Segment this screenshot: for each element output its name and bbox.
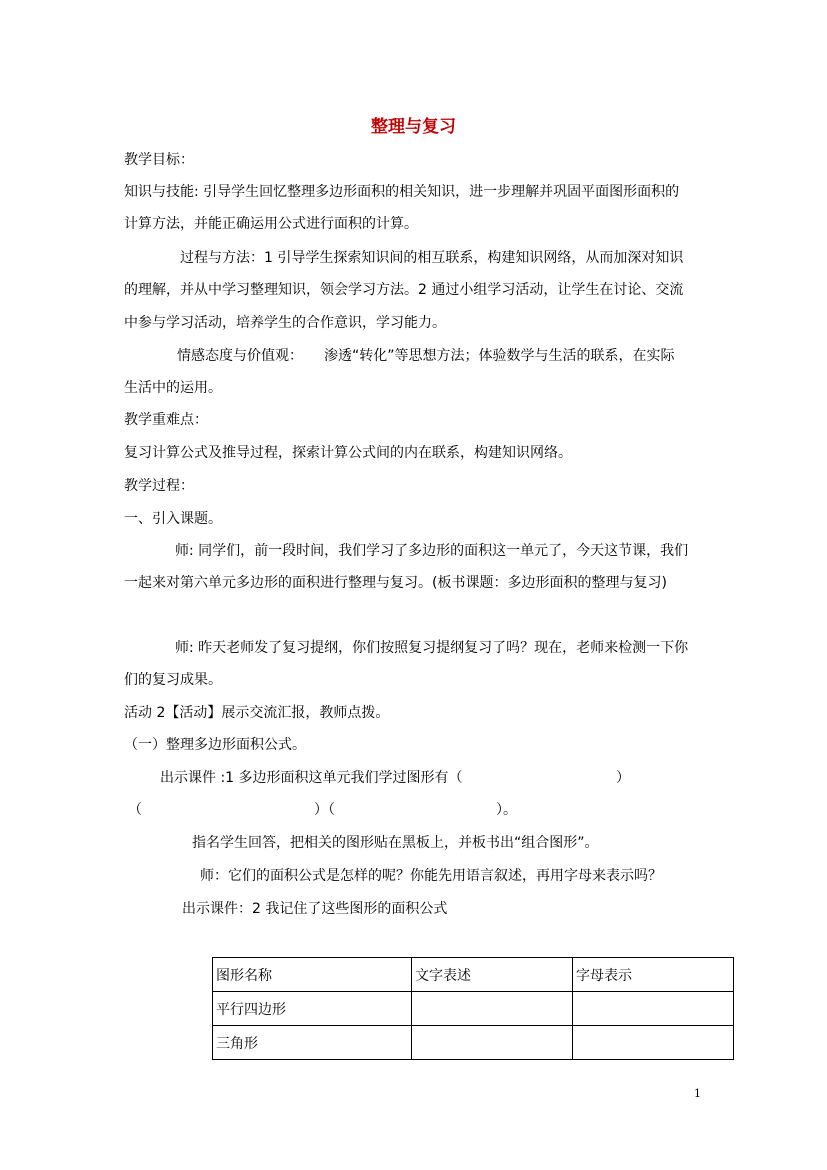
knowledge-line-1: 知识与技能: 引导学生回忆整理多边形面积的相关知识，进一步理解并巩固平面图形面积的 [124,184,680,200]
teacher-line-2: 一起来对第六单元多边形的面积进行整理与复习。(板书课题：多边形面积的整理与复习) [124,575,667,591]
table-row [213,992,734,1026]
table-cell: 平行四边形 [213,992,412,1026]
table-header-row [213,958,734,992]
process-heading: 教学过程： [124,478,194,494]
knowledge-line-2: 计算方法，并能正确运用公式进行面积的计算。 [124,216,418,232]
table-header-cell: 文字表述 [412,958,573,992]
emotion-line-1: 情感态度与价值观： 渗透“转化”等思想方法；体验数学与生活的联系，在实际 [177,348,675,364]
teacher-line-1: 师: 同学们，前一段时间，我们学习了多边形的面积这一单元了，今天这节课，我们 [175,543,689,559]
subsection-1-heading: （一）整理多边形面积公式。 [124,737,306,753]
courseware-1-middle-parens: ）（ [314,802,335,818]
key-text: 复习计算公式及推导过程，探索计算公式间的内在联系，构建知识网络。 [124,445,572,461]
student-answer-line: 指名学生回答，把相关的图形贴在黑板上，并板书出“组合图形”。 [192,835,599,851]
table-header-cell: 字母表示 [573,958,734,992]
table-header-cell: 图形名称 [213,958,412,992]
table-cell [412,1026,573,1060]
teacher-line-4: 们的复习成果。 [124,672,222,688]
goal-heading: 教学目标： [124,152,194,168]
courseware-2-line: 出示课件：2 我记住了这些图形的面积公式 [182,901,448,917]
key-heading: 教学重难点： [124,412,208,428]
courseware-1-open-paren: （ [128,802,142,818]
page-number: 1 [694,1087,701,1100]
formula-table [212,957,734,1060]
process-line-1: 过程与方法：1 引导学生探索知识间的相互联系，构建知识网络，从而加深对知识 [180,250,684,266]
section-1-heading: 一、引入课题。 [124,511,222,527]
document-title: 整理与复习 [371,117,456,137]
emotion-line-2: 生活中的运用。 [124,380,222,396]
teacher-question-line: 师：它们的面积公式是怎样的呢？你能先用语言叙述，再用字母来表示吗？ [200,868,662,884]
process-line-3: 中参与学习活动，培养学生的合作意识，学习能力。 [124,315,446,331]
teacher-line-3: 师: 昨天老师发了复习提纲，你们按照复习提纲复习了吗？现在，老师来检测一下你 [175,640,689,656]
courseware-1-line: 出示课件 :1 多边形面积这单元我们学过图形有（ [160,770,463,786]
table-cell [412,992,573,1026]
table-row [213,1026,734,1060]
courseware-1-close-paren: ） [616,770,630,786]
table-cell: 三角形 [213,1026,412,1060]
activity-2-line: 活动 2【活动】展示交流汇报，教师点拨。 [124,705,390,721]
courseware-1-end-paren: ）。 [496,802,517,818]
table-cell [573,1026,734,1060]
process-line-2: 的理解，并从中学习整理知识，领会学习方法。2 通过小组学习活动，让学生在讨论、交流 [124,282,684,298]
table-cell [573,992,734,1026]
